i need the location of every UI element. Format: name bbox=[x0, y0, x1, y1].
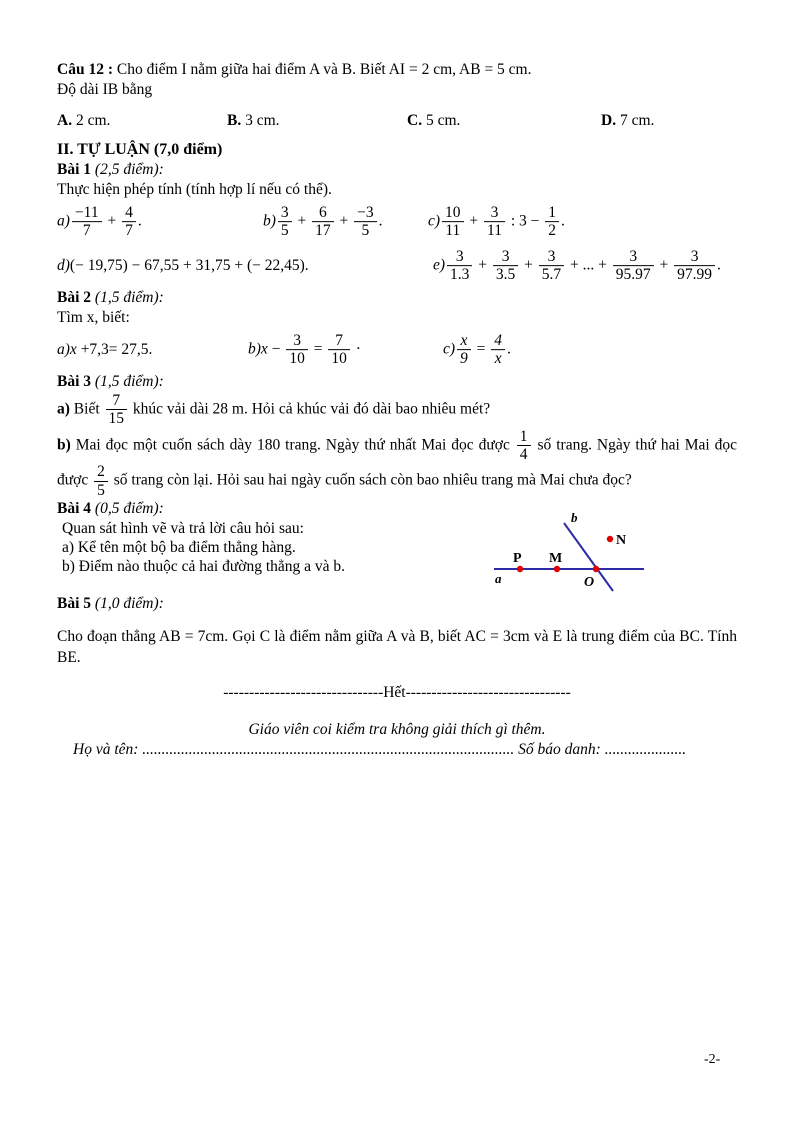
bai5-label: Bài 5 bbox=[57, 595, 92, 613]
bai1-heading bbox=[57, 160, 737, 180]
option-c bbox=[407, 112, 460, 130]
label-line-b: b bbox=[571, 510, 578, 526]
label-point-M: M bbox=[549, 551, 563, 567]
bai3-part-a: a) Biết $\frac{7}{15}$ khúc vải dài 28 m. Hỏi cả khúc vải đó dài bao nhiêu mét? bbox=[57, 392, 491, 428]
bai1-row1 bbox=[57, 200, 737, 244]
option-c-text: 5 cm. bbox=[422, 112, 461, 129]
geometry-figure bbox=[486, 509, 664, 599]
bai4-block bbox=[57, 499, 737, 591]
section2-title: II. TỰ LUẬN (7,0 điểm) bbox=[57, 141, 223, 158]
bai2-intro: Tìm x, biết: bbox=[57, 309, 130, 326]
option-b-letter: B. bbox=[227, 112, 242, 129]
expr-1c: c) $\frac{10}{11}$ + $\frac{3}{11}$ : 3 − $\frac{1}{2}$ . bbox=[428, 204, 565, 240]
bai2-points: (1,5 điểm): bbox=[91, 289, 164, 306]
cau12-label: Câu 12 : bbox=[57, 61, 113, 78]
expr-2a: a)x +7,3= 27,5. bbox=[57, 341, 153, 358]
option-a-text: 2 cm. bbox=[72, 112, 111, 129]
bai3-points: (1,5 điểm): bbox=[91, 373, 164, 390]
bai3-part-b: b) Mai đọc một cuốn sách dày 180 trang. Ngày thứ nhất Mai đọc được $\frac{1}{4}$ số trang. Ngày thứ hai Mai đọc được $\frac{2}{5}$ số trang còn lại. Hỏi sau hai ngày cuốn sách còn bao nhiêu trang mà Mai chưa đọc? bbox=[57, 427, 737, 499]
point-N bbox=[607, 536, 613, 542]
point-M bbox=[554, 566, 560, 572]
name-line: Họ và tên: ................................................................................................ Số báo danh: ..................... bbox=[73, 741, 687, 759]
option-d-letter: D. bbox=[601, 112, 617, 129]
bai2-heading bbox=[57, 288, 737, 308]
label-line-a: a bbox=[495, 571, 502, 587]
cau12-options bbox=[57, 112, 737, 132]
bai4-line3: b) Điểm nào thuộc cả hai đường thẳng a và b. bbox=[62, 558, 346, 576]
expr-1e: e) $\frac{3}{1.3}$ + $\frac{3}{3.5}$ + $\frac{3}{5.7}$ + ... + $\frac{3}{95.97}$ + $\frac{3}{97.99}$ . bbox=[433, 248, 721, 284]
het-separator: -------------------------------Hết-------------------------------- bbox=[223, 684, 571, 702]
expr-2c: c) $\frac{x}{9}$ = $\frac{4}{x}$ . bbox=[443, 332, 511, 368]
expr-1b: b) $\frac{3}{5}$ + $\frac{6}{17}$ + $\frac{-3}{5}$ . bbox=[263, 204, 383, 240]
bai4-points: (0,5 điểm): bbox=[91, 500, 164, 518]
cau12-text: Cho điểm I nằm giữa hai điểm A và B. Biết AI = 2 cm, AB = 5 cm. bbox=[112, 61, 532, 78]
option-a bbox=[57, 112, 110, 130]
bai1-row2 bbox=[57, 244, 737, 288]
option-d bbox=[601, 112, 654, 130]
option-d-text: 7 cm. bbox=[616, 112, 655, 129]
point-P bbox=[517, 566, 523, 572]
label-point-O: O bbox=[584, 575, 595, 591]
option-b-text: 3 cm. bbox=[241, 112, 280, 129]
bai4-line2: a) Kể tên một bộ ba điểm thẳng hàng. bbox=[62, 539, 296, 557]
bai1-label: Bài 1 bbox=[57, 161, 92, 178]
footer-note: Giáo viên coi kiểm tra không giải thích gì thêm. bbox=[248, 721, 546, 739]
option-c-letter: C. bbox=[407, 112, 423, 129]
option-b bbox=[227, 112, 280, 130]
label-point-N: N bbox=[616, 533, 627, 549]
expr-2b: b)x − $\frac{3}{10}$ = $\frac{7}{10}$ · bbox=[248, 332, 361, 368]
option-a-letter: A. bbox=[57, 112, 73, 129]
bai1-points: (2,5 điểm): bbox=[91, 161, 164, 178]
cau12-line2: Độ dài IB bằng bbox=[57, 81, 153, 98]
bai1-intro: Thực hiện phép tính (tính hợp lí nếu có thể). bbox=[57, 181, 332, 198]
bai5-points: (1,0 điểm): bbox=[91, 595, 164, 613]
expr-1d: d)(− 19,75) − 67,55 + 31,75 + (− 22,45). bbox=[57, 257, 309, 274]
bai4-line1: Quan sát hình vẽ và trả lời câu hỏi sau: bbox=[62, 520, 304, 538]
cau12-line1 bbox=[57, 60, 737, 80]
bai3-heading bbox=[57, 372, 737, 392]
bai5-text: Cho đoạn thẳng AB = 7cm. Gọi C là điểm nằm giữa A và B, biết AC = 3cm và E là trung điểm của BC. Tính BE. bbox=[57, 628, 737, 667]
bai2-row bbox=[57, 328, 737, 372]
label-point-P: P bbox=[513, 551, 522, 567]
page-content bbox=[57, 60, 737, 760]
point-O bbox=[593, 566, 599, 572]
expr-1a: a) $\frac{-11}{7}$ + $\frac{4}{7}$ . bbox=[57, 204, 142, 240]
bai2-label: Bài 2 bbox=[57, 289, 92, 306]
bai3-label: Bài 3 bbox=[57, 373, 92, 390]
bai4-label: Bài 4 bbox=[57, 500, 92, 518]
page-number: -2- bbox=[704, 1052, 721, 1067]
